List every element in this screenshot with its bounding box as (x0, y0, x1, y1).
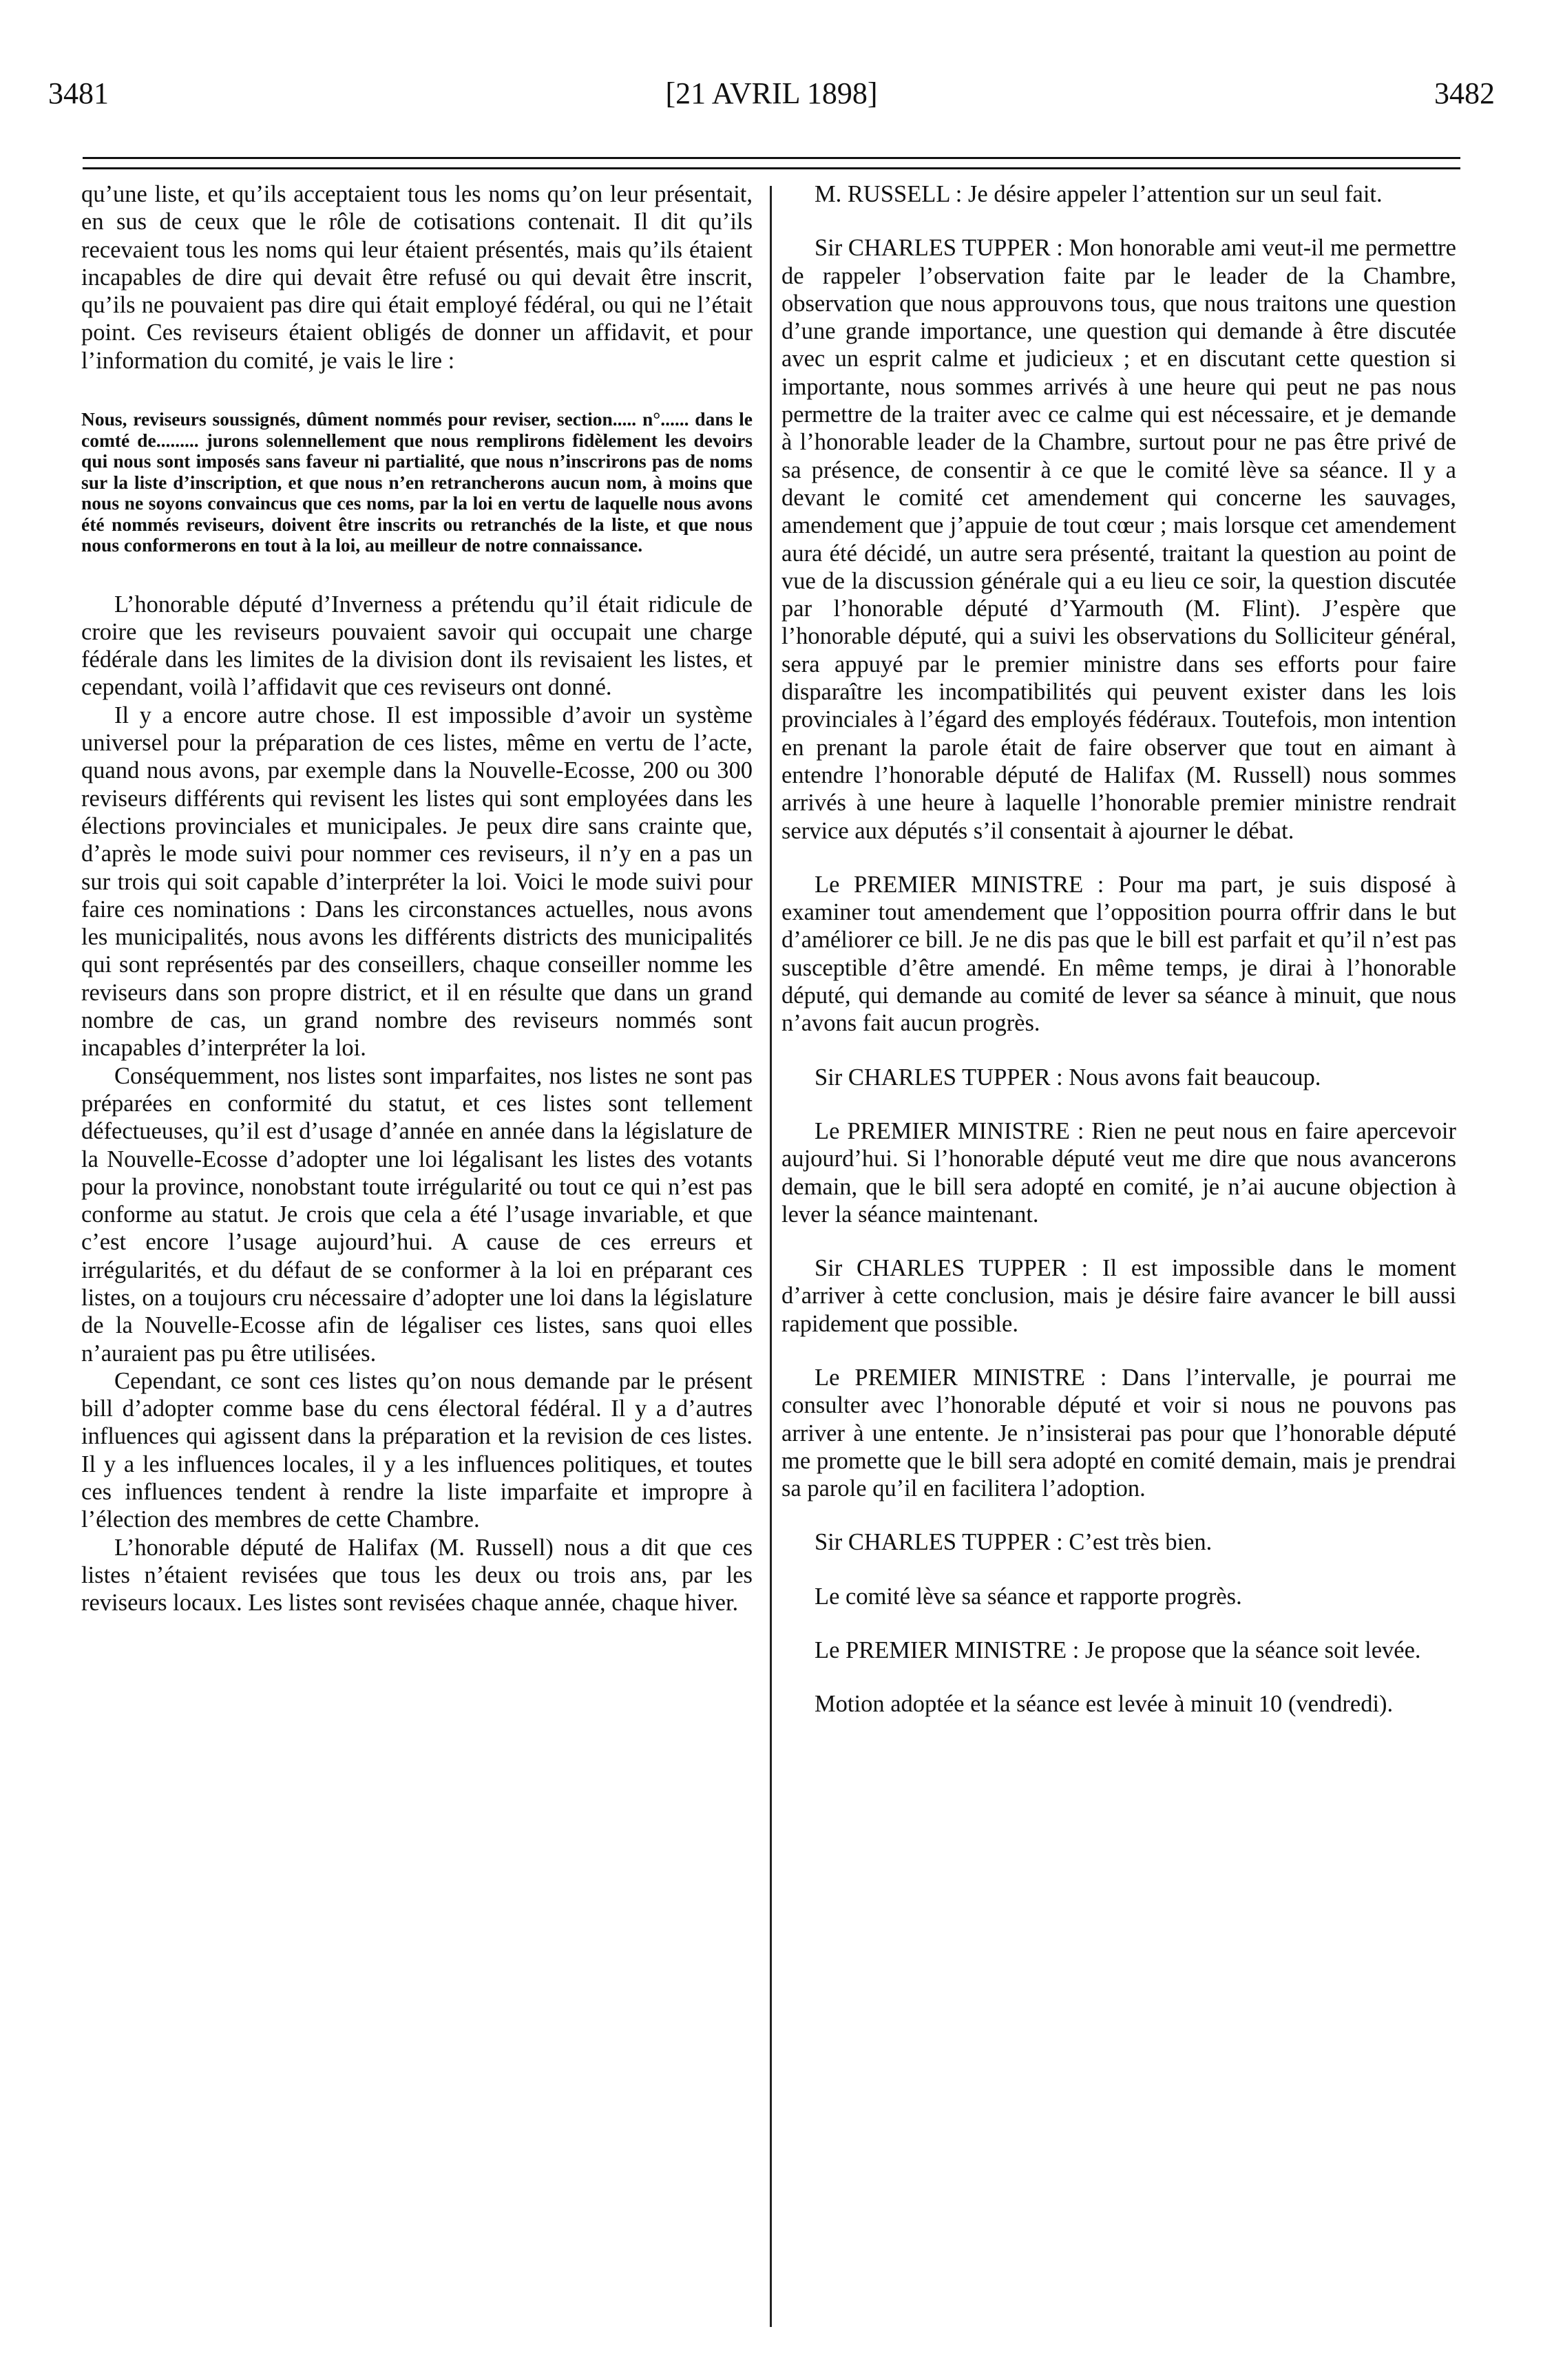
speech-premier-ministre: Le PREMIER MINISTRE : Pour ma part, je suis disposé à examiner tout amendement que l’opposition pourra offrir dans le but d’améliorer ce bill. Je ne dis pas que le bill est parfait et qu’il n’est pas susceptible d’être amendé. En même temps, je dirai à l’honorable député, qui demande au comité de lever sa séance à minuit, que nous n’avons fait aucun progrès. (781, 871, 1456, 1037)
left-column (81, 180, 753, 1617)
column-divider (770, 186, 772, 2327)
speech-premier-ministre: Le PREMIER MINISTRE : Dans l’intervalle, je pourrai me consulter avec l’honorable député et voir si nous ne pouvons pas arriver à une entente. Je n’insisterai pas pour que l’honorable député me promette que le bill sera adopté en comité demain, mais je prendrai sa parole qu’il en facilitera l’adoption. (781, 1364, 1456, 1502)
speech-tupper: Sir CHARLES TUPPER : Mon honorable ami veut-il me permettre de rappeler l’observation faite par le leader de la Chambre, observation que nous approuvons tous, que nous traitons une question d’une grande importance, une question qui demande à être discutée avec un esprit calme et judicieux ; et en discutant cette question si importante, nous sommes arrivés à une heure qui peut ne pas nous permettre de la traiter avec ce calme qui est nécessaire, et je demande à l’honorable leader de la Chambre, surtout pour ne pas être privé de sa présence, de consentir à ce que le comité lève sa séance. Il y a devant le comité cet amendement qui concerne les sauvages, amendement que j’appuie de tout cœur ; mais lorsque cet amendement aura été décidé, un autre sera présenté, traitant la question au point de vue de la discussion générale qui a eu lieu ce soir, la question discutée par l’honorable député d’Yarmouth (M. Flint). J’espère que l’honorable député, qui a suivi les observations du Solliciteur général, sera appuyé par le premier ministre dans ses efforts pour faire disparaître les incompatibilités qui peuvent exister dans les lois provinciales à l’égard des employés fédéraux. Toutefois, mon intention en prenant la parole était de faire observer que tout en aimant à entendre l’honorable député de Halifax (M. Russell) nous sommes arrivés à une heure à laquelle l’honorable premier ministre rendrait service aux députés s’il consentait à ajourner le débat. (781, 235, 1456, 844)
page-number-right: 3482 (1434, 76, 1495, 110)
header-double-rule (83, 157, 1460, 169)
header-date: [21 AVRIL 1898] (665, 76, 878, 110)
page-number-left: 3481 (48, 76, 109, 110)
paragraph: Cependant, ce sont ces listes qu’on nous demande par le présent bill d’adopter comme base du cens électoral fédéral. Il y a d’autres influences qui agissent dans la préparation et la revision de ces listes. Il y a les influences locales, il y a les influences politiques, et toutes ces influences tendent à rendre la liste imparfaite et impropre à l’élection des membres de cette Chambre. (81, 1367, 753, 1533)
right-column (781, 180, 1456, 1718)
page-header (48, 76, 1495, 124)
speech-premier-ministre: Le PREMIER MINISTRE : Rien ne peut nous en faire apercevoir aujourd’hui. Si l’honorable député veut me dire que nous avancerons demain, que le bill sera adopté en comité, je n’ai aucune objection à lever la séance maintenant. (781, 1117, 1456, 1228)
affidavit-quote: Nous, reviseurs soussignés, dûment nommés pour reviser, section..... n°...... dans le comté de......... jurons solennellement que nous remplirons fidèlement les devoirs qui nous sont imposés sans faveur ni partialité, que nous n’inscrirons pas de noms sur la liste d’inscription, et que nous n’en retrancherons aucun nom, à moins que nous ne soyons convaincus que ces noms, par la loi en vertu de laquelle nous avons été nommés reviseurs, doivent être inscrits ou retranchés de la liste, et que nous nous conformerons en tout à la loi, au meilleur de notre connaissance. (81, 408, 753, 556)
speech-premier-ministre: Le PREMIER MINISTRE : Je propose que la séance soit levée. (815, 1637, 1421, 1664)
speech-russell: M. RUSSELL : Je désire appeler l’attention sur un seul fait. (815, 181, 1383, 207)
speech-tupper: Sir CHARLES TUPPER : C’est très bien. (815, 1529, 1213, 1556)
speech-tupper: Sir CHARLES TUPPER : Nous avons fait beaucoup. (815, 1064, 1321, 1091)
paragraph: Il y a encore autre chose. Il est impossible d’avoir un système universel pour la préparation de ces listes, même en vertu de l’acte, quand nous avons, par exemple dans la Nouvelle-Ecosse, 200 ou 300 reviseurs différents qui revisent les listes qui sont employées dans les élections provinciales et municipales. Je peux dire sans crainte que, d’après le mode suivi pour nommer ces reviseurs, il n’y en a pas un sur trois qui soit capable d’interpréter la loi. Voici le mode suivi pour faire ces nominations : Dans les circonstances actuelles, nous avons les municipalités, nous avons les différents districts des municipalités qui sont représentés par des conseillers, chaque conseiller nomme les reviseurs dans son propre district, et il en résulte que dans un grand nombre de cas, un grand nombre des reviseurs nommés sont incapables d’interpréter la loi. (81, 702, 753, 1062)
paragraph: L’honorable député d’Inverness a prétendu qu’il était ridicule de croire que les reviseurs pouvaient savoir qui occupait une charge fédérale dans les limites de la division dont ils revisaient les listes, et cependant, voilà l’affidavit que ces reviseurs ont donné. (81, 591, 753, 701)
proceedings-note: Motion adoptée et la séance est levée à minuit 10 (vendredi). (815, 1691, 1394, 1718)
proceedings-note: Le comité lève sa séance et rapporte progrès. (815, 1583, 1242, 1610)
speech-tupper: Sir CHARLES TUPPER : Il est impossible dans le moment d’arriver à cette conclusion, mais je désire faire avancer le bill aussi rapidement que possible. (781, 1255, 1456, 1337)
paragraph: Conséquemment, nos listes sont imparfaites, nos listes ne sont pas préparées en conformité du statut, et ces listes sont tellement défectueuses, qu’il est d’usage d’année en année dans la législature de la Nouvelle-Ecosse d’adopter une loi légalisant les listes des votants pour la province, nonobstant toute irrégularité ou tout ce qui n’est pas conforme au statut. Je crois que cela a été l’usage invariable, et que c’est encore l’usage aujourd’hui. A cause de ces erreurs et irrégularités, et du défaut de se conformer à la loi en préparant ces listes, on a toujours cru nécessaire d’adopter une loi dans la législature de la Nouvelle-Ecosse afin de légaliser ces listes, sans quoi elles n’auraient pas pu être utilisées. (81, 1062, 753, 1367)
paragraph: qu’une liste, et qu’ils acceptaient tous les noms qu’on leur présentait, en sus de ceux que le rôle de cotisations contenait. Il dit qu’ils recevaient tous les noms qui leur étaient présentés, mais qu’ils étaient incapables de dire qui devait être refusé ou qui devait être inscrit, qu’ils ne pouvaient pas dire qui était employé fédéral, ou qui ne l’était point. Ces reviseurs étaient obligés de donner un affidavit, et pour l’information du comité, je vais le lire : (81, 181, 753, 374)
paragraph: L’honorable député de Halifax (M. Russell) nous a dit que ces listes n’étaient revisées que tous les deux ou trois ans, par les reviseurs locaux. Les listes sont revisées chaque année, chaque hiver. (81, 1534, 753, 1616)
